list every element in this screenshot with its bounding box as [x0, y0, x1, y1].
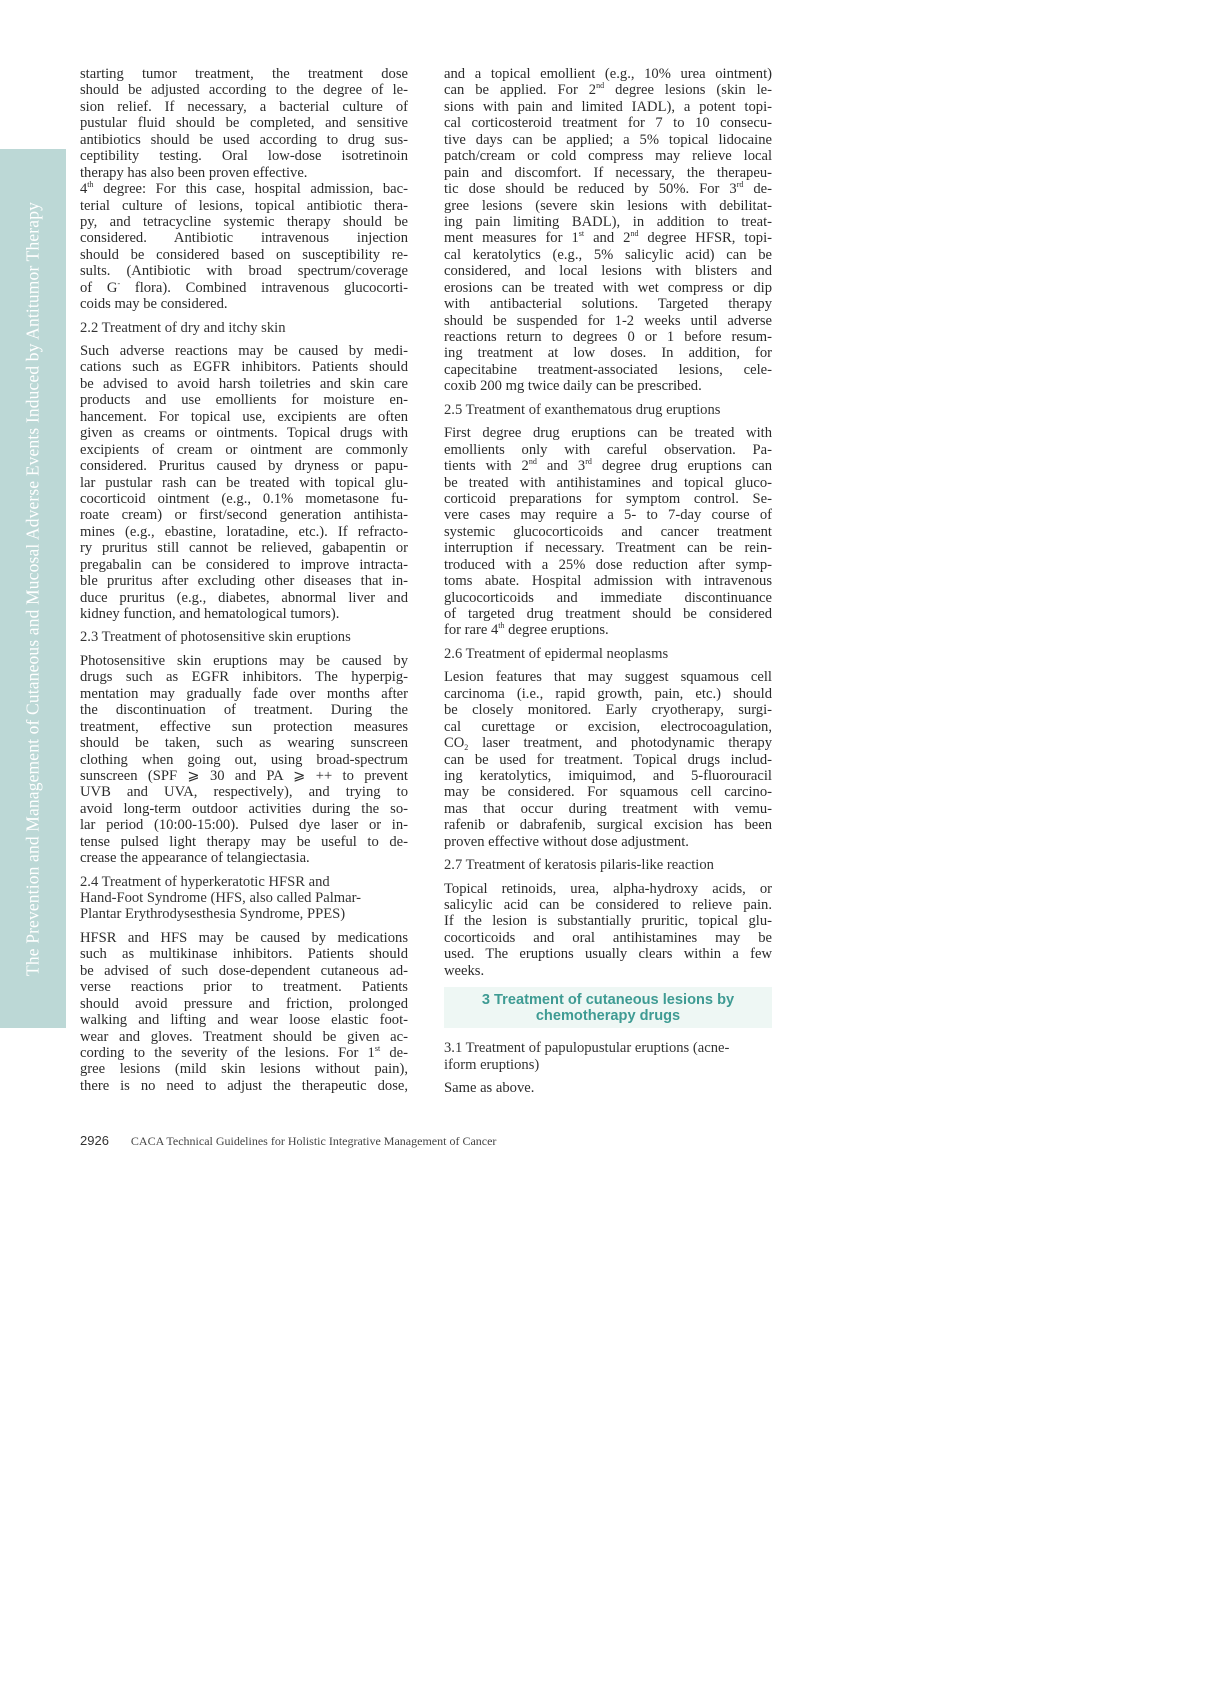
- text-line: lar pustular rash can be treated with topical glu-: [80, 474, 408, 491]
- text-line: there is no need to adjust the therapeutic dose,: [80, 1077, 408, 1094]
- text-line: pustular fluid should be completed, and sensitive: [80, 115, 408, 132]
- text-line: tense pulsed light therapy may be useful to de-: [80, 833, 408, 850]
- text-line: be advised of such dose-dependent cutaneous ad-: [80, 962, 408, 979]
- text-line: therapy has also been proven effective.: [80, 164, 308, 181]
- text-line: vere cases may require a 5- to 7-day course of: [444, 507, 772, 524]
- text-line: treatment, effective sun protection measures: [80, 718, 408, 735]
- text-line: considered, and local lesions with blisters and: [444, 263, 772, 280]
- text-line: roate cream) or first/second generation antihista-: [80, 507, 408, 524]
- text-line: may be considered. For squamous cell carcino-: [444, 784, 772, 801]
- text-line: of targeted drug treatment should be considered: [444, 606, 772, 622]
- text-line: cal curettage or excision, electrocoagulation,: [444, 718, 772, 735]
- running-title-band: [0, 149, 66, 1028]
- text-line: gree lesions (severe skin lesions with debilitat-: [444, 197, 772, 214]
- heading-2-7: 2.7 Treatment of keratosis pilaris-like reaction: [444, 857, 714, 874]
- text-line: First degree drug eruptions can be treated with: [444, 425, 772, 442]
- text-line: can be applied. For 2nd degree lesions (skin le-: [444, 81, 772, 99]
- running-title: The Prevention and Management of Cutaneous and Mucosal Adverse Events Induced by Antitumor Therapy: [22, 201, 43, 976]
- text-line: ing keratolytics, imiquimod, and 5-fluorouracil: [444, 767, 772, 784]
- text-line: sion relief. If necessary, a bacterial culture of: [80, 98, 408, 115]
- page-number: 2926: [80, 1133, 109, 1148]
- text-line: for rare 4th degree eruptions.: [444, 621, 609, 639]
- text-line: salicylic acid can be considered to relieve pain.: [444, 897, 772, 913]
- text-line: Photosensitive skin eruptions may be caused by: [80, 652, 408, 669]
- text-line: erosions can be treated with wet compress or dip: [444, 279, 772, 296]
- section-3-title-line: 3 Treatment of cutaneous lesions by: [481, 992, 735, 1009]
- text-line: ing treatment at low doses. In addition, for: [444, 345, 772, 362]
- text-line: toms abate. Hospital admission with intravenous: [444, 573, 772, 590]
- text-line: pregabalin can be considered to improve intracta-: [80, 556, 408, 573]
- text-line: cal keratolytics (e.g., 5% salicylic acid) can be: [444, 246, 772, 263]
- text-line: mines (e.g., ebastine, loratadine, etc.). If refracto-: [80, 523, 408, 540]
- page-footer: [80, 1133, 496, 1149]
- text-line: reactions return to degrees 0 or 1 before resum-: [444, 329, 772, 345]
- text-line: emollients only with careful observation. Pa-: [444, 441, 772, 458]
- text-line: Same as above.: [444, 1080, 535, 1097]
- text-line: Lesion features that may suggest squamous cell: [444, 669, 772, 686]
- text-line: HFSR and HFS may be caused by medications: [80, 929, 408, 946]
- text-line: ry pruritus still cannot be relieved, gabapentin or: [80, 540, 408, 557]
- text-line: products and use emollients for moisture en-: [80, 392, 408, 409]
- text-line: should be adjusted according to the degree of le-: [80, 82, 408, 99]
- paragraph-4th-degree: [80, 181, 408, 313]
- text-line: capecitabine treatment-associated lesions, cele-: [444, 361, 772, 378]
- paragraph-2-2: [80, 343, 408, 622]
- text-line: $CO_2$ laser treatment, and photodynamic therapy: [444, 735, 772, 753]
- text-line: weeks.: [444, 962, 485, 979]
- text-line: cations such as EGFR inhibitors. Patients should: [80, 359, 408, 376]
- paragraph-2-6: [444, 669, 772, 850]
- text-line: antibiotics should be used according to drug sus-: [80, 131, 408, 148]
- text-line: wear and gloves. Treatment should be given ac-: [80, 1028, 408, 1045]
- text-line: the discontinuation of treatment. During the: [80, 702, 408, 719]
- text-line: starting tumor treatment, the treatment dose: [80, 66, 408, 82]
- text-line: avoid long-term outdoor activities during the so-: [80, 800, 408, 817]
- left-column: [80, 66, 408, 1094]
- text-line: and a topical emollient (e.g., 10% urea ointment): [444, 66, 772, 82]
- heading-line: 3.1 Treatment of papulopustular eruptions (acne-: [444, 1040, 730, 1057]
- heading-2-5: 2.5 Treatment of exanthematous drug eruptions: [444, 401, 721, 418]
- text-line: cal corticosteroid treatment for 7 to 10 consecu-: [444, 115, 772, 132]
- text-line: should be taken, such as wearing sunscreen: [80, 735, 408, 752]
- text-line: verse reactions prior to treatment. Patients: [80, 979, 408, 996]
- text-line: py, and tetracycline systemic therapy should be: [80, 213, 408, 230]
- text-line: UVB and UVA, respectively), and trying to: [80, 784, 408, 801]
- paragraph-continued: [80, 66, 408, 181]
- text-line: tic dose should be reduced by 50%. For 3rd de-: [444, 180, 772, 198]
- paragraph-3-1: [444, 1080, 772, 1096]
- text-line: be treated with antihistamines and topical gluco-: [444, 474, 772, 491]
- heading-line: Hand-Foot Syndrome (HFS, also called Palmar-: [80, 890, 362, 906]
- text-line: tive days can be applied; a 5% topical lidocaine: [444, 131, 772, 148]
- text-line: rafenib or dabrafenib, surgical excision has been: [444, 817, 772, 834]
- text-line: terial culture of lesions, topical antibiotic thera-: [80, 197, 408, 214]
- text-line: excipients of cream or ointment are commonly: [80, 441, 408, 458]
- text-line: considered. Pruritus caused by dryness or papu-: [80, 458, 408, 475]
- heading-2-4: [80, 874, 408, 923]
- journal-title: CACA Technical Guidelines for Holistic Integrative Management of Cancer: [130, 1134, 497, 1148]
- text-line: lar period (10:00-15:00). Pulsed dye laser or in-: [80, 817, 408, 834]
- section-3-heading: [444, 987, 772, 1028]
- text-line: ment measures for 1st and 2nd degree HFSR, topi-: [444, 229, 772, 247]
- text-line: should be suspended for 1-2 weeks until adverse: [444, 312, 772, 329]
- text-line: be closely monitored. Early cryotherapy, surgi-: [444, 702, 772, 719]
- text-line: can be used for treatment. Topical drugs includ-: [444, 751, 772, 768]
- text-line: ing pain limiting BADL), in addition to treat-: [444, 213, 772, 230]
- text-line: glucocorticoids and immediate discontinuance: [444, 589, 772, 606]
- text-line: troduced with a 25% dose reduction after symp-: [444, 556, 772, 573]
- text-line: gree lesions (mild skin lesions without pain),: [80, 1061, 408, 1078]
- text-line: sults. (Antibiotic with broad spectrum/coverage: [80, 263, 408, 280]
- text-line: corticoid preparations for symptom control. Se-: [444, 490, 772, 507]
- text-line: of G- flora). Combined intravenous glucocorti-: [80, 278, 408, 296]
- text-line: with antibacterial solutions. Targeted therapy: [444, 296, 772, 313]
- text-line: Topical retinoids, urea, alpha-hydroxy acids, or: [444, 880, 772, 897]
- heading-line: Plantar Erythrodysesthesia Syndrome, PPES): [80, 906, 346, 923]
- paragraph-2-3: [80, 653, 408, 867]
- text-line: 4th degree: For this case, hospital admission, bac-: [80, 180, 408, 198]
- text-line: systemic glucocorticoids and cancer treatment: [444, 523, 772, 540]
- text-line: should be considered based on susceptibility re-: [80, 246, 408, 263]
- text-line: patch/cream or cold compress may relieve local: [444, 148, 772, 165]
- paragraph-2-5: [444, 425, 772, 639]
- text-line: pain and discomfort. If necessary, the therapeu-: [444, 164, 772, 181]
- text-line: carcinoma (i.e., rapid growth, pain, etc.) should: [444, 685, 772, 702]
- text-line: ceptibility testing. Oral low-dose isotretinoin: [80, 148, 408, 165]
- text-line: ble pruritus after excluding other diseases that in-: [80, 573, 408, 590]
- text-line: Such adverse reactions may be caused by medi-: [80, 343, 408, 359]
- paragraph-2-4: [80, 930, 408, 1094]
- text-line: sunscreen (SPF ⩾ 30 and PA ⩾ ++ to prevent: [80, 767, 408, 784]
- right-column: [444, 66, 772, 1097]
- text-line: given as creams or ointments. Topical drugs with: [80, 425, 408, 442]
- paragraph-2-4-continued: [444, 66, 772, 395]
- text-line: be advised to avoid harsh toiletries and skin care: [80, 375, 408, 392]
- text-line: drugs such as EGFR inhibitors. The hyperpig-: [80, 669, 408, 686]
- heading-3-1: [444, 1040, 772, 1073]
- text-line: clothing when going out, using broad-spectrum: [80, 751, 408, 768]
- heading-2-6: 2.6 Treatment of epidermal neoplasms: [444, 645, 669, 662]
- heading-line: iform eruptions): [444, 1056, 540, 1073]
- text-line: proven effective without dose adjustment.: [444, 833, 689, 850]
- heading-2-3: 2.3 Treatment of photosensitive skin eruptions: [80, 629, 351, 646]
- text-line: duce pruritus (e.g., diabetes, abnormal liver and: [80, 589, 408, 606]
- text-line: should avoid pressure and friction, prolonged: [80, 995, 408, 1012]
- text-line: used. The eruptions usually clears within a few: [444, 946, 772, 963]
- text-line: If the lesion is substantially pruritic, topical glu-: [444, 913, 772, 930]
- text-line: mentation may gradually fade over months after: [80, 685, 408, 702]
- text-line: cocorticoid ointment (e.g., 0.1% mometasone fu-: [80, 490, 408, 507]
- text-line: tients with 2nd and 3rd degree drug eruptions can: [444, 457, 772, 475]
- text-line: mas that occur during treatment with vemu-: [444, 800, 772, 817]
- text-line: sions with pain and limited IADL), a potent topi-: [444, 98, 772, 115]
- section-3-title-line: chemotherapy drugs: [535, 1008, 681, 1025]
- text-line: cocorticoids and oral antihistamines may be: [444, 929, 772, 946]
- text-line: such as multikinase inhibitors. Patients should: [80, 946, 408, 963]
- heading-line: 2.4 Treatment of hyperkeratotic HFSR and: [80, 873, 330, 890]
- text-line: coxib 200 mg twice daily can be prescribed.: [444, 378, 702, 395]
- text-line: coids may be considered.: [80, 296, 228, 313]
- paragraph-2-7: [444, 881, 772, 980]
- text-line: walking and lifting and wear loose elastic foot-: [80, 1012, 408, 1029]
- text-line: kidney function, and hematological tumors).: [80, 606, 340, 622]
- text-line: considered. Antibiotic intravenous injection: [80, 230, 408, 247]
- text-line: interruption if necessary. Treatment can be rein-: [444, 540, 772, 557]
- text-line: hancement. For topical use, excipients are often: [80, 408, 408, 425]
- text-line: cording to the severity of the lesions. For 1st de-: [80, 1043, 408, 1061]
- heading-2-2: 2.2 Treatment of dry and itchy skin: [80, 319, 286, 336]
- text-line: crease the appearance of telangiectasia.: [80, 850, 310, 867]
